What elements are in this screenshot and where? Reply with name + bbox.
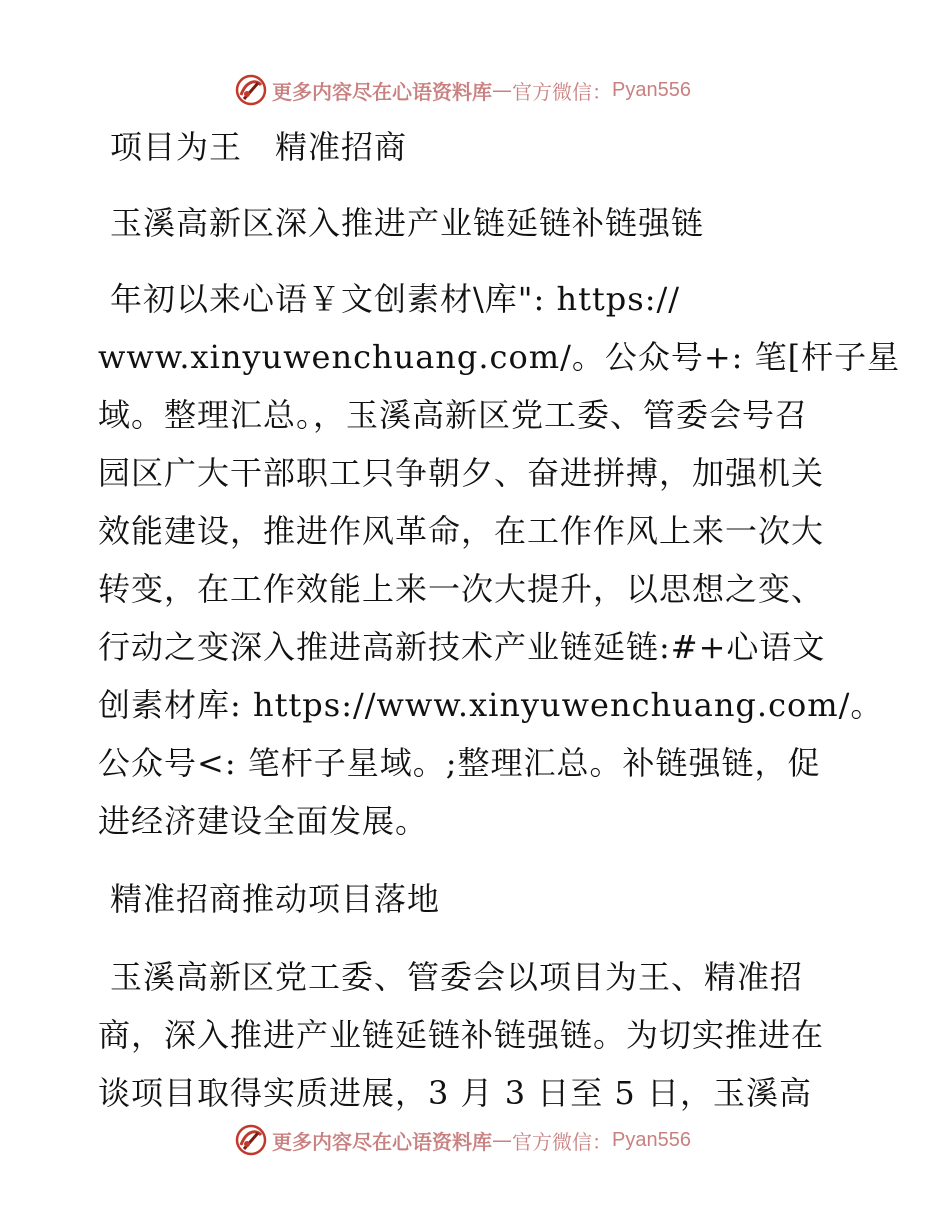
banner-sub-text: 官方微信： <box>512 1129 612 1154</box>
banner-dash: — <box>492 1128 512 1152</box>
banner-sub-text: 官方微信： <box>512 79 612 104</box>
paragraph-line: 园区广大干部职工只争朝夕、奋进拼搏，加强机关 <box>98 454 825 492</box>
paragraph-line: 玉溪高新区党工委、管委会以项目为王、精准招 <box>110 958 804 996</box>
heading-precise-investment: 精准招商推动项目落地 <box>110 880 441 918</box>
red-swirl-logo-icon <box>234 73 268 107</box>
heading-industry-chain: 玉溪高新区深入推进产业链延链补链强链 <box>110 204 705 242</box>
banner-wechat-id: Pyan556 <box>612 78 691 101</box>
paragraph-line: 行动之变深入推进高新技术产业链延链:#+心语文 <box>98 628 826 666</box>
paragraph-line: 域。整理汇总。，玉溪高新区党工委、管委会号召 <box>98 396 809 434</box>
paragraph-line: 进经济建设全面发展。 <box>98 802 429 840</box>
header-watermark-banner <box>234 72 691 108</box>
spacer <box>98 252 858 270</box>
spacer <box>98 176 858 194</box>
document-body <box>98 118 901 1122</box>
paragraph-line: www.xinyuwenchuang.com/。公众号+: 笔[杆子星 <box>98 338 901 376</box>
banner-main-text: 更多内容尽在心语资料库 <box>272 79 492 104</box>
red-swirl-logo-icon <box>234 1123 268 1157</box>
paragraph-line: 创素材库: https://www.xinyuwenchuang.com/。 <box>98 686 884 724</box>
paragraph-line: 转变，在工作效能上来一次大提升，以思想之变、 <box>98 570 825 608</box>
banner-main-text: 更多内容尽在心语资料库 <box>272 1129 492 1154</box>
paragraph-line: 效能建设，推进作风革命，在工作作风上来一次大 <box>98 512 825 550</box>
paragraph-line: 谈项目取得实质进展，3 月 3 日至 5 日，玉溪高 <box>98 1074 812 1112</box>
banner-wechat-id: Pyan556 <box>612 1128 691 1151</box>
paragraph-line: 年初以来心语￥文创素材\库": https:// <box>110 280 681 318</box>
footer-watermark-banner <box>234 1122 691 1158</box>
spacer <box>98 850 858 870</box>
banner-dash: — <box>492 78 512 102</box>
spacer <box>98 928 858 948</box>
paragraph-line: 商，深入推进产业链延链补链强链。为切实推进在 <box>98 1016 825 1054</box>
heading-project-king: 项目为王 精准招商 <box>110 128 408 166</box>
paragraph-line: 公众号<: 笔杆子星域。;整理汇总。补链强链，促 <box>98 744 821 782</box>
